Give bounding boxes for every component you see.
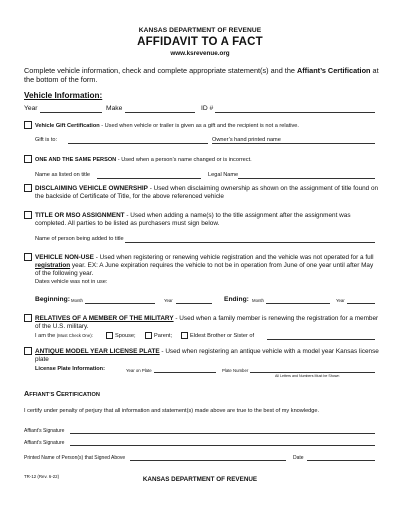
signature-2-label: Affiant’s Signature [24,440,65,446]
website-link[interactable]: www.ksrevenue.org [170,50,230,57]
year-on-plate-label: Year on Plate [126,368,152,373]
ending-label: Ending: [224,296,249,303]
antique-description: ANTIQUE MODEL YEAR LICENSE PLATE - Used when registering an antique vehicle with a model year Kansas license plate [35,348,379,363]
date-field[interactable] [307,460,375,461]
non-use-checkbox[interactable] [24,253,32,261]
military-member-name-field[interactable] [267,339,375,340]
military-checkbox[interactable] [24,314,32,322]
plate-number-field[interactable] [250,372,375,373]
printed-name-label: Printed Name of Person(s) that Signed Above [24,455,126,461]
make-field[interactable] [125,112,195,113]
same-person-description: ONE AND THE SAME PERSON - Used when a person’s name changed or is incorrect. [35,157,252,163]
vehicle-info-heading: Vehicle Information: [24,91,103,100]
ending-year-label: Year [336,298,345,303]
name-on-title-label: Name as listed on title [35,172,91,178]
ending-month-field[interactable] [266,303,330,304]
year-on-plate-field[interactable] [154,372,216,373]
ending-month-label: Month [252,298,264,303]
disclaiming-checkbox[interactable] [24,184,32,192]
form-title: AFFIDAVIT TO A FACT [137,36,263,48]
parent-label: Parent; [154,333,173,339]
agency-name: KANSAS DEPARTMENT OF REVENUE [138,27,262,34]
ending-year-field[interactable] [347,303,375,304]
gift-description: Vehicle Gift Certification - Used when vehicle or trailer is given as a gift and the recipient is not a relative. [35,123,299,129]
beginning-year-field[interactable] [176,303,212,304]
footer-agency: KANSAS DEPARTMENT OF REVENUE [142,476,258,483]
i-am-the-label: I am the (Must Check One): [35,333,93,339]
signature-1-label: Affiant’s Signature [24,428,65,434]
form-number: TR-12 (Rev. 6-22) [24,474,60,479]
intro-text: Complete vehicle information, check and complete appropriate statement(s) and the Affiant’s Certification at the bottom of the form. [24,66,379,85]
plate-note: All Letters and Numbers Must be Shown [275,374,340,378]
signature-2-field[interactable] [70,445,375,446]
owner-name-field[interactable] [212,143,375,144]
beginning-year-label: Year [164,298,173,303]
sibling-checkbox[interactable] [181,332,188,339]
beginning-month-label: Month [71,298,83,303]
title-mso-checkbox[interactable] [24,211,32,219]
plate-number-label: Plate Number [222,368,249,373]
legal-name-label: Legal Name [208,172,239,178]
dates-not-in-use-label: Dates vehicle was not in use: [35,279,108,285]
id-label: ID # [201,105,214,112]
owner-name-label: Owner’s hand printed name [212,137,281,143]
make-label: Make [106,105,123,112]
name-on-title-field[interactable] [97,178,201,179]
name-added-label: Name of person being added to title [35,236,124,242]
gift-checkbox[interactable] [24,121,32,129]
parent-checkbox[interactable] [145,332,152,339]
certification-statement: I certify under penalty of perjury that all information and statement(s) made above are true to the best of my knowledge. [24,408,320,414]
plate-info-label: License Plate Information: [35,366,105,372]
spouse-checkbox[interactable] [106,332,113,339]
legal-name-field[interactable] [238,178,375,179]
title-mso-description: TITLE OR MSO ASSIGNMENT - Used when adding a name(s) to the title assignment after the assignment was completed. All parties to be listed as purchasers must sign below. [35,212,351,227]
non-use-description: VEHICLE NON-USE - Used when registering or renewing vehicle registration and the vehicle was not operated for a full registration year. EX: A June expiration requires the vehicle to not be in operation from June of one year until after May of the following year. [35,254,374,277]
name-added-field[interactable] [125,242,375,243]
year-label: Year [24,105,38,112]
printed-name-field[interactable] [130,460,286,461]
spouse-label: Spouse; [115,333,136,339]
vin-field[interactable] [215,112,375,113]
beginning-month-field[interactable] [85,303,155,304]
sibling-label: Eldest Brother or Sister of [190,333,255,339]
military-description: RELATIVES OF A MEMBER OF THE MILITARY - Used when a family member is renewing the registration for a member of the U.S. military. [35,315,379,330]
signature-1-field[interactable] [70,433,375,434]
gift-to-label: Gift is to: [35,137,58,143]
antique-checkbox[interactable] [24,347,32,355]
disclaiming-description: DISCLAIMING VEHICLE OWNERSHIP - Used when disclaiming ownership as shown on the assignment of title found on the backside of Certificate of Title, for the above referenced vehicle [35,185,379,200]
date-label: Date [293,455,304,461]
beginning-label: Beginning: [35,296,70,303]
certification-heading: AFFIANT’S CERTIFICATION [24,389,100,398]
same-person-checkbox[interactable] [24,155,32,163]
year-field[interactable] [40,112,102,113]
gift-to-field[interactable] [68,143,208,144]
